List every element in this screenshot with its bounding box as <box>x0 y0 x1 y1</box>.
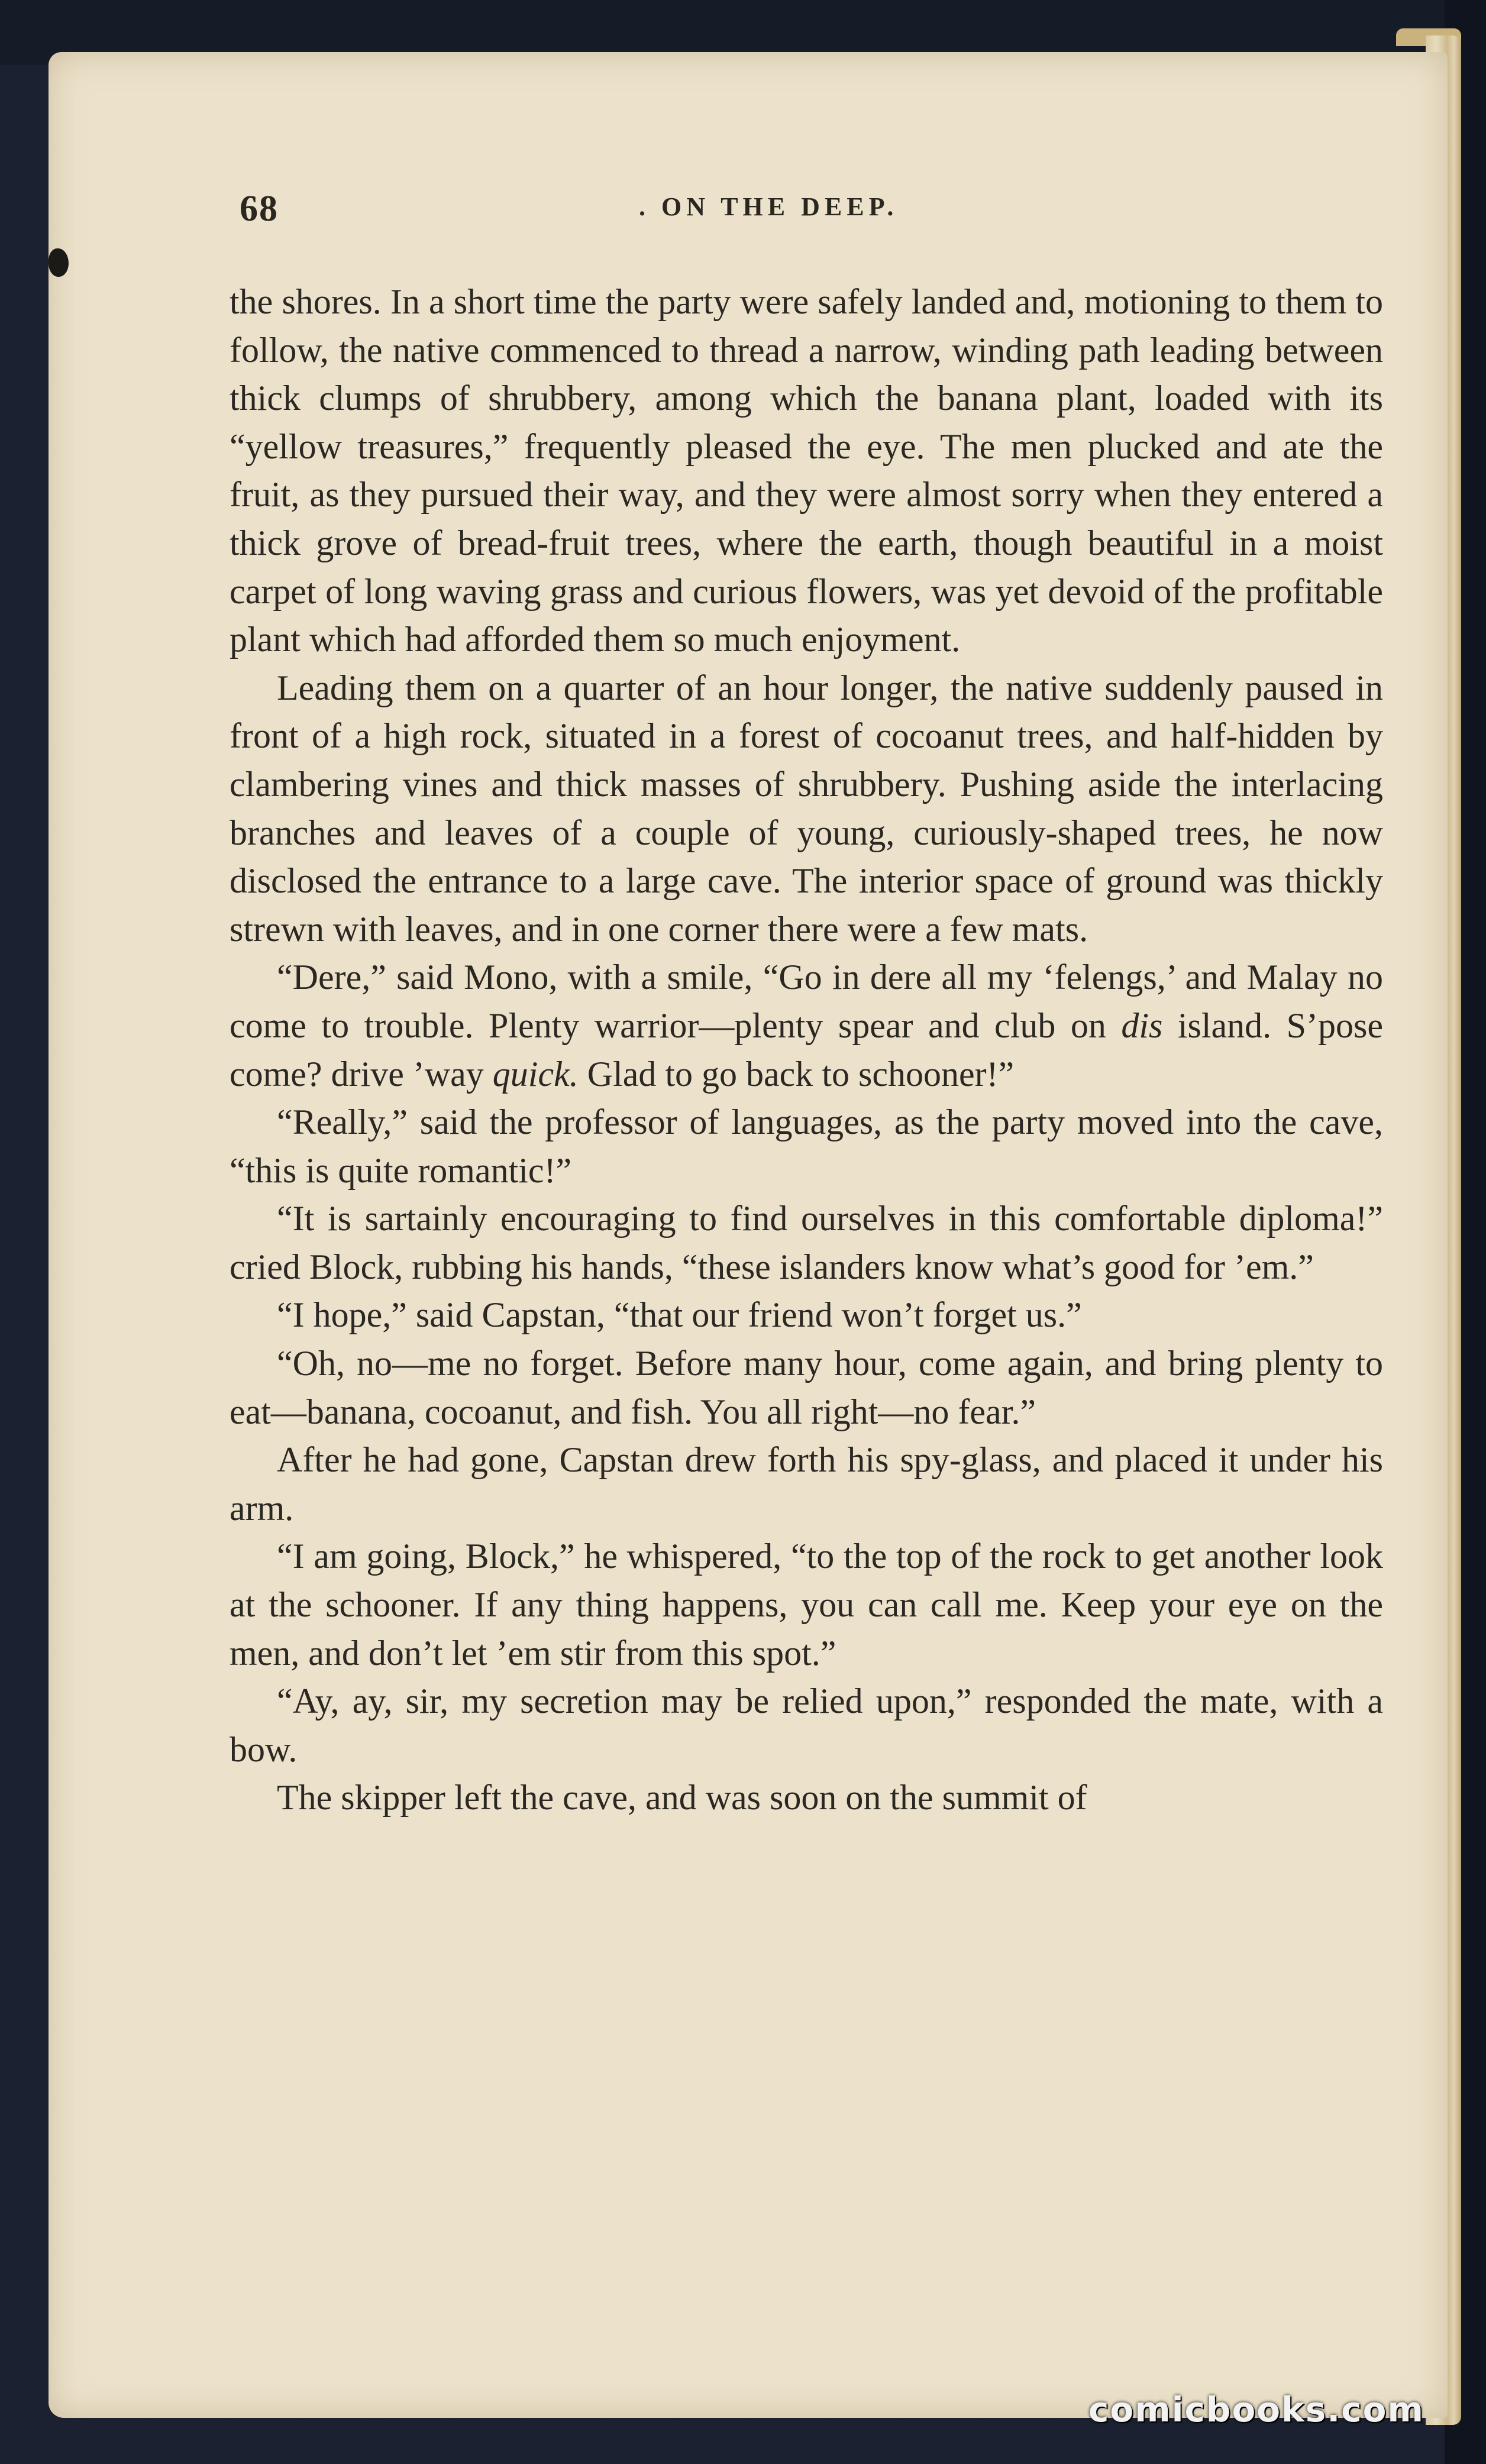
paragraph-3-part-3: island. S’pose come? drive ’way <box>230 1005 1383 1094</box>
paragraph-3-part-2: dis <box>1121 1005 1163 1045</box>
paragraph-7: “Oh, no—me no forget. Before many hour, come again, and bring plenty to eat—banana, cocoanut, and fish. You all right—no fear.” <box>230 1344 1383 1431</box>
paragraph-10: “Ay, ay, sir, my secretion may be relied upon,” responded the mate, with a bow. <box>230 1682 1383 1769</box>
body-text <box>230 278 1383 2224</box>
paragraph-1: the shores. In a short time the party were safely landed and, motioning to them to follow, the native commenced to thread a narrow, winding path leading between thick clumps of shrubbery, among which the banana plant, loaded with its “yellow treasures,” frequently pleased the eye. The men plucked and ate the fruit, as they pursued their way, and they were almost sorry when they entered a thick grove of bread-fruit trees, where the earth, though beautiful in a moist carpet of long waving grass and curious flowers, was yet devoid of the profitable plant which had afforded them so much enjoyment. <box>230 282 1383 659</box>
paragraph-3-part-5: Glad to go back to schooner!” <box>578 1054 1015 1094</box>
site-watermark: comicbooks.com <box>1088 2389 1424 2430</box>
paragraph-8: After he had gone, Capstan drew forth his spy-glass, and placed it under his arm. <box>230 1440 1383 1528</box>
paragraph-9: “I am going, Block,” he whispered, “to the top of the rock to get another look at the schooner. If any thing happens, you can call me. Keep your eye on the men, and don’t let ’em stir from this spot.” <box>230 1537 1383 1673</box>
paragraph-11: The skipper left the cave, and was soon on the summit of <box>277 1778 1087 1818</box>
running-head <box>0 188 1486 235</box>
paragraph-6: “I hope,” said Capstan, “that our friend won’t forget us.” <box>277 1295 1082 1335</box>
page-number: 68 <box>240 189 279 229</box>
running-title: . ON THE DEEP. <box>639 192 899 221</box>
paragraph-4: “Really,” said the professor of languages, as the party moved into the cave, “this is quite romantic!” <box>230 1102 1383 1190</box>
paragraph-3 <box>230 953 1383 1098</box>
paragraph-5: “It is sartainly encouraging to find ourselves in this comfortable diploma!” cried Block, rubbing his hands, “these islanders know what’s good for ’em.” <box>230 1199 1383 1286</box>
binding-ink-mark <box>49 248 69 277</box>
paragraph-2: Leading them on a quarter of an hour longer, the native suddenly paused in front of a high rock, situated in a forest of cocoanut trees, and half-hidden by clambering vines and thick masses of shrubbery. Pushing aside the interlacing branches and leaves of a couple of young, curiously-shaped trees, he now disclosed the entrance to a large cave. The interior space of ground was thickly strewn with leaves, and in one corner there were a few mats. <box>230 668 1383 949</box>
paragraph-3-part-1: “Dere,” said Mono, with a smile, “Go in dere all my ‘felengs,’ and Malay no come to trouble. Plenty warrior—plenty spear and club on <box>230 958 1383 1045</box>
paragraph-3-part-4: quick. <box>492 1054 579 1094</box>
